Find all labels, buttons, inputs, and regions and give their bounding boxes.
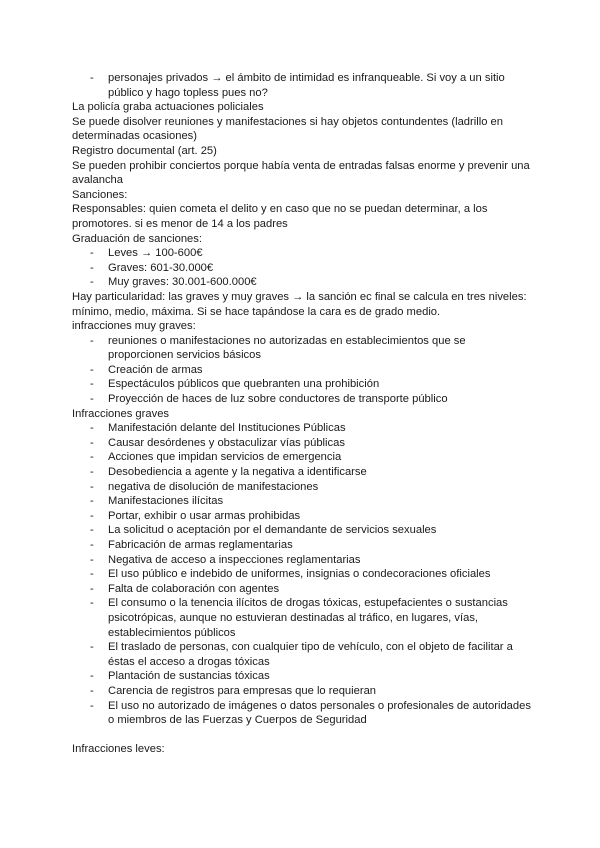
list-item: - Acciones que impidan servicios de emergencia xyxy=(90,451,342,464)
graduacion-list xyxy=(72,246,532,290)
paragraph: La policía graba actuaciones policiales xyxy=(72,101,264,114)
list-item: - Graves: 601-30.000€ xyxy=(90,261,214,274)
spacer xyxy=(72,728,532,743)
list-item: - Causar desórdenes y obstaculizar vías públicas xyxy=(90,436,345,449)
list-item: - Creación de armas xyxy=(90,363,203,376)
list-item: - El consumo o la tenencia ilícitos de drogas tóxicas, estupefacientes o sustancias psicotrópicas, aunque no estuvieran destinadas al tráfico, en lugares, vías, establecimientos públicos xyxy=(90,597,508,639)
list-item: - Portar, exhibir o usar armas prohibidas xyxy=(90,509,301,522)
top-list xyxy=(72,71,532,100)
paragraph: Hay particularidad: las graves y muy graves → la sanción ec final se calcula en tres niveles: mínimo, medio, máxima. Si se hace tapándose la cara es de grado medio. xyxy=(72,290,527,318)
document-content xyxy=(72,71,532,757)
list-item: - Muy graves: 30.001-600.000€ xyxy=(90,276,257,289)
paragraph: Registro documental (art. 25) xyxy=(72,144,217,157)
paragraph: Responsables: quien cometa el delito y en caso que no se puedan determinar, a los promotores. si es menor de 14 a los padres xyxy=(72,203,488,230)
paragraph: Se puede disolver reuniones y manifestaciones si hay objetos contundentes (ladrillo en determinadas ocasiones) xyxy=(72,115,503,143)
list-item: - La solicitud o aceptación por el demandante de servicios sexuales xyxy=(90,524,437,537)
list-item: - Leves → 100-600€ xyxy=(90,247,203,260)
list-item: - Plantación de sustancias tóxicas xyxy=(90,670,270,683)
paragraph: Se pueden prohibir conciertos porque había venta de entradas falsas enorme y prevenir una avalancha xyxy=(72,159,530,187)
list-item: - Manifestaciones ilícitas xyxy=(90,495,224,508)
section-heading: infracciones muy graves: xyxy=(72,320,196,333)
section-heading: Graduación de sanciones: xyxy=(72,232,202,245)
list-item: - Carencia de registros para empresas que lo requieran xyxy=(90,684,377,697)
list-item: - Manifestación delante del Instituciones Públicas xyxy=(90,422,346,435)
list-item: - negativa de disolución de manifestaciones xyxy=(90,480,319,493)
section-heading: Sanciones: xyxy=(72,188,128,201)
list-item: - Desobediencia a agente y la negativa a identificarse xyxy=(90,466,367,479)
graves-list xyxy=(72,421,532,727)
list-item: - Falta de colaboración con agentes xyxy=(90,582,280,595)
list-item: - reuniones o manifestaciones no autorizadas en establecimientos que se proporcionen servicios básicos xyxy=(90,334,466,362)
list-item: - Espectáculos públicos que quebranten una prohibición xyxy=(90,378,380,391)
list-item: - Proyección de haces de luz sobre conductores de transporte público xyxy=(90,393,448,406)
list-item: - Negativa de acceso a inspecciones reglamentarias xyxy=(90,553,361,566)
list-item: - El uso no autorizado de imágenes o datos personales o profesionales de autoridades o miembros de las Fuerzas y Cuerpos de Seguridad xyxy=(90,699,531,727)
list-item: - personajes privados → el ámbito de intimidad es infranqueable. Si voy a un sitio público y hago topless pues no? xyxy=(90,72,505,99)
list-item: - Fabricación de armas reglamentarias xyxy=(90,539,293,551)
list-item: - El traslado de personas, con cualquier tipo de vehículo, con el objeto de facilitar a éstas el acceso a drogas tóxicas xyxy=(90,641,513,668)
list-item: - El uso público e indebido de uniformes, insignias o condecoraciones oficiales xyxy=(90,568,491,581)
muy-graves-list xyxy=(72,334,532,407)
section-heading: Infracciones graves xyxy=(72,407,170,420)
section-heading: Infracciones leves: xyxy=(72,743,165,756)
